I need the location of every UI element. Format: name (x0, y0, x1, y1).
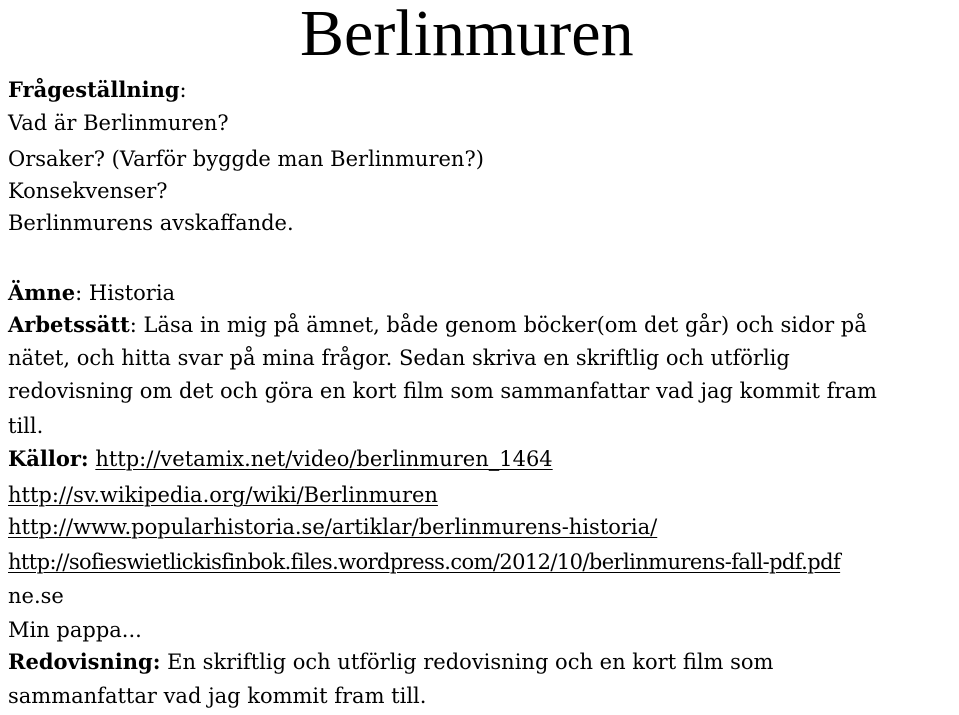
sources-row (8, 446, 553, 472)
presentation-row (8, 649, 773, 675)
question-item: Vad är Berlinmuren? (8, 111, 229, 135)
source-line (8, 549, 840, 575)
question-item: Orsaker? (Varför byggde man Berlinmuren?) (8, 147, 484, 171)
method-text: nätet, och hitta svar på mina frågor. Sedan skriva en skriftlig och utförlig (8, 346, 790, 370)
presentation-text: En skriftlig och utförlig redovisning och en kort film som (160, 650, 774, 674)
question-item: Konsekvenser? (8, 179, 168, 203)
method-text: till. (8, 414, 44, 438)
source-extra: Min pappa... (8, 618, 142, 642)
question-heading (8, 77, 187, 103)
question-label-suffix: : (179, 78, 187, 102)
subject-label-suffix: : (75, 281, 83, 305)
source-line (8, 482, 438, 508)
presentation-text: sammanfattar vad jag kommit fram till. (8, 684, 427, 708)
source-link[interactable]: http://sofieswietlickisfinbok.files.wordpress.com/2012/10/berlinmurens-fall-pdf.pdf (8, 550, 841, 574)
question-label: Frågeställning (8, 77, 180, 102)
question-item: Berlinmurens avskaffande. (8, 211, 294, 235)
presentation-label: Redovisning: (8, 649, 161, 674)
subject-label: Ämne (8, 280, 76, 305)
page-title: Berlinmuren (300, 0, 634, 70)
method-text: : Läsa in mig på ämnet, både genom böcker(om det går) och sidor på (129, 313, 867, 337)
sources-label: Källor: (8, 446, 89, 471)
method-label: Arbetssätt (8, 312, 130, 337)
source-line (8, 514, 657, 540)
source-link[interactable]: http://vetamix.net/video/berlinmuren_1464 (95, 447, 553, 471)
source-extra: ne.se (8, 584, 64, 608)
source-link[interactable]: http://sv.wikipedia.org/wiki/Berlinmuren (8, 483, 438, 507)
source-link[interactable]: http://www.popularhistoria.se/artiklar/berlinmurens-historia/ (8, 515, 658, 539)
method-text: redovisning om det och göra en kort film som sammanfattar vad jag kommit fram (8, 379, 877, 403)
subject-value: Historia (82, 281, 176, 305)
subject-row (8, 280, 175, 306)
method-row (8, 312, 867, 338)
